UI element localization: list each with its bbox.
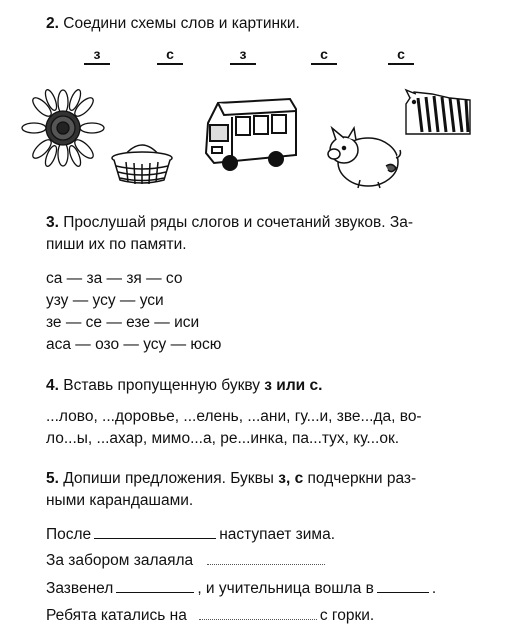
sunflower-icon[interactable] xyxy=(22,90,104,166)
syllable-row-2: узу — усу — уси xyxy=(46,292,164,309)
task3-heading xyxy=(46,214,413,232)
word-scheme-2[interactable] xyxy=(157,46,183,65)
scheme-line xyxy=(388,63,414,65)
task5-text-end: подчеркни раз- xyxy=(303,470,417,487)
sentence-4-end: с горки. xyxy=(319,607,375,624)
sentence-2-start: За забором залаяла xyxy=(46,552,194,569)
answer-blank-4[interactable] xyxy=(377,591,429,593)
sentence-1-end: наступает зима. xyxy=(219,526,336,543)
sentence-4-start: Ребята катались на xyxy=(46,607,187,624)
task4-text: Вставь пропущенную букву xyxy=(63,377,265,394)
sentence-3 xyxy=(46,580,436,598)
task5-text-line2: ными карандашами. xyxy=(46,492,194,509)
task5-letters: з, с xyxy=(278,470,304,487)
scheme-letter: з xyxy=(239,46,247,62)
scheme-line xyxy=(84,63,110,65)
sentence-3-middle: , и учительница вошла в xyxy=(197,580,374,597)
zebra-icon[interactable] xyxy=(404,88,472,138)
scheme-letter: з xyxy=(93,46,101,62)
word-scheme-1[interactable] xyxy=(84,46,110,65)
scheme-line xyxy=(157,63,183,65)
sentence-1-start: После xyxy=(46,526,92,543)
task5-heading xyxy=(46,470,416,488)
task3-number: 3. xyxy=(46,214,59,231)
answer-blank-5[interactable] xyxy=(199,618,317,620)
syllable-row-1: са — за — зя — со xyxy=(46,270,183,287)
syllable-row-4: аса — озо — усу — юсю xyxy=(46,336,222,353)
task5-number: 5. xyxy=(46,470,59,487)
scheme-letter: с xyxy=(320,46,328,62)
task3-text-line1: Прослушай ряды слогов и сочетаний звуков. За- xyxy=(63,214,413,231)
sentence-1 xyxy=(46,526,335,544)
word-scheme-4[interactable] xyxy=(311,46,337,65)
sentence-2 xyxy=(46,552,328,570)
task4-letters: з или с. xyxy=(264,377,323,394)
bus-icon[interactable] xyxy=(200,93,302,175)
word-scheme-5[interactable] xyxy=(388,46,414,65)
answer-blank-1[interactable] xyxy=(94,537,216,539)
task4-heading xyxy=(46,377,322,395)
syllable-row-3: зе — се — езе — иси xyxy=(46,314,200,331)
scheme-line xyxy=(230,63,256,65)
basket-icon[interactable] xyxy=(106,138,178,188)
sentence-3-end: . xyxy=(431,580,437,597)
scheme-letter: с xyxy=(397,46,405,62)
task5-text: Допиши предложения. Буквы xyxy=(63,470,279,487)
scheme-letter: с xyxy=(166,46,174,62)
piglet-icon[interactable] xyxy=(316,122,402,192)
answer-blank-2[interactable] xyxy=(207,563,325,565)
task3-text-line2: пиши их по памяти. xyxy=(46,236,187,253)
task2-text: Соедини схемы слов и картинки. xyxy=(63,15,300,32)
word-scheme-3[interactable] xyxy=(230,46,256,65)
answer-blank-3[interactable] xyxy=(116,591,194,593)
scheme-line xyxy=(311,63,337,65)
task2-heading xyxy=(46,15,300,33)
task4-line2: ло...ы, ...ахар, мимо...а, ре...инка, па...тух, ку...ок. xyxy=(46,430,400,447)
sentence-4 xyxy=(46,607,374,625)
task2-number: 2. xyxy=(46,15,59,32)
task4-line1: ...лово, ...доровье, ...елень, ...ани, гу...и, зве...да, во- xyxy=(46,408,422,425)
task4-number: 4. xyxy=(46,377,59,394)
sentence-3-start: Зазвенел xyxy=(46,580,114,597)
